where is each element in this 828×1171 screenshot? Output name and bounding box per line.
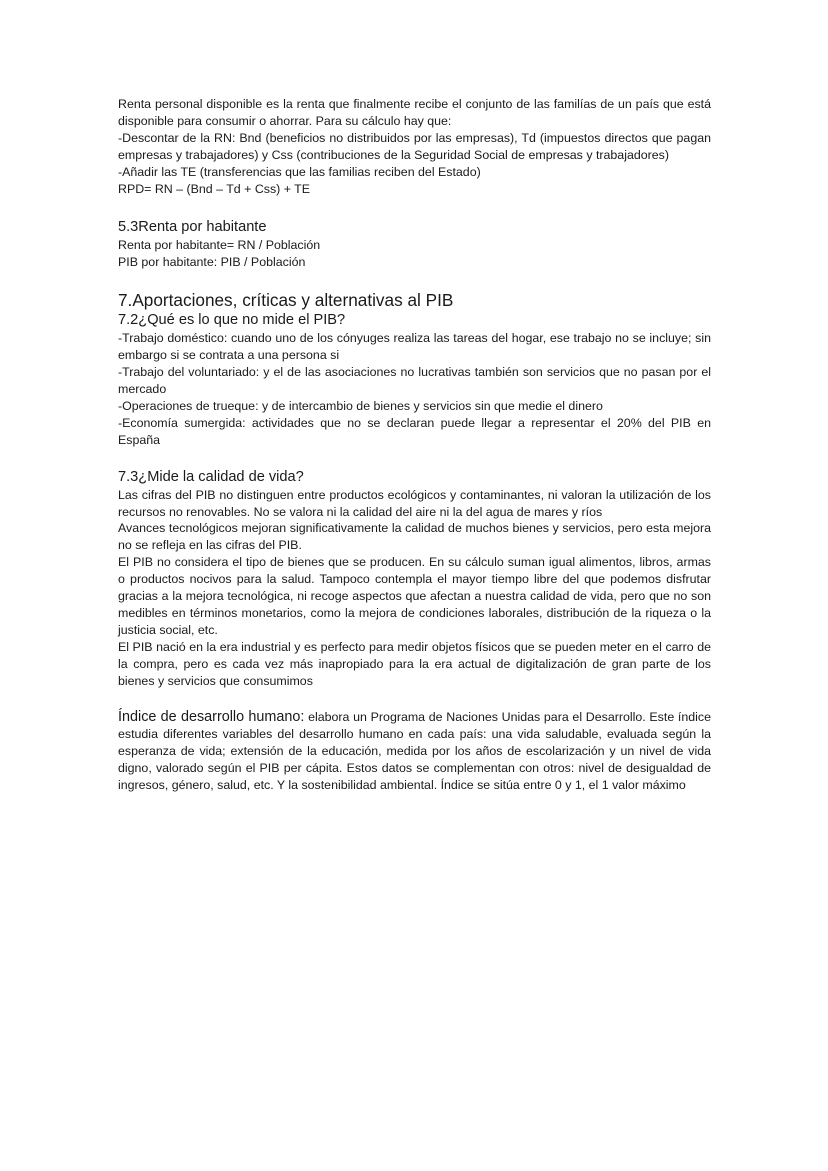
paragraph-trabajo-domestico: -Trabajo doméstico: cuando uno de los cónyuges realiza las tareas del hogar, ese trabajo no se incluye; sin embargo si se contrata a una persona si xyxy=(118,331,711,363)
heading-7: 7.Aportaciones, críticas y alternativas al PIB xyxy=(118,290,454,311)
paragraph-economia-sumergida: -Economía sumergida: actividades que no se declaran puede llegar a representar el 20% del PIB en España xyxy=(118,415,711,447)
paragraph-rpd-definition: Renta personal disponible es la renta que finalmente recibe el conjunto de las familías de un país que está disponible para consumir o ahorrar. Para su cálculo hay que: xyxy=(118,97,711,128)
paragraph-tipo-de-bienes: El PIB no considera el tipo de bienes que se producen. En su cálculo suman igual alimentos, libros, armas o productos nocivos para la salud. Tampoco contempla el mayor tiempo libre del que podemos disfrutar gracias a la mejora tecnológica, ni recoge aspectos que afectan a nuestra calidad de vida, pero que no son medibles en términos monetarios, como la mejora de condiciones laborales, distribución de la riqueza o la justicia social, etc. xyxy=(118,555,711,637)
paragraph-renta-habitante: Renta por habitante= RN / Población xyxy=(118,238,321,253)
section-renta-personal-disponible xyxy=(118,96,711,197)
section-renta-por-habitante xyxy=(118,218,711,271)
paragraph-trueque: -Operaciones de trueque: y de intercambio de bienes y servicios sin que medie el dinero xyxy=(118,398,603,413)
paragraph-rpd-descontar: -Descontar de la RN: Bnd (beneficios no distribuidos por las empresas), Td (impuestos directos que pagan empresas y trabajadores) y Css (contribuciones de la Seguridad Social de empresas y trabajadores) xyxy=(118,130,711,162)
heading-7-2: 7.2¿Qué es lo que no mide el PIB? xyxy=(118,312,346,329)
heading-7-3: 7.3¿Mide la calidad de vida? xyxy=(118,468,304,485)
heading-5-3: 5.3Renta por habitante xyxy=(118,219,267,236)
paragraph-voluntariado: -Trabajo del voluntariado: y el de las asociaciones no lucrativas también son servicios que no pasan por el mercado xyxy=(118,365,711,396)
paragraph-idh xyxy=(118,709,711,794)
paragraph-avances-tecnologicos: Avances tecnológicos mejoran significativamente la calidad de muchos bienes y servicios, pero esta mejora no se refleja en las cifras del PIB. xyxy=(118,521,711,553)
document-page xyxy=(118,96,711,794)
idh-text: elabora un Programa de Naciones Unidas para el Desarrollo. Este índice estudia diferentes variables del desarrollo humano en cada país: una vida saludable, evaluada según la esperanza de vida; extensión de la educación, medida por los años de escolarización y un nivel de vida digno, valorado según el PIB per cápita. Estos datos se complementan con otros: nivel de desigualdad de ingresos, género, salud, etc. Y la sostenibilidad ambiental. Índice se sitúa entre 0 y 1, el 1 valor máximo xyxy=(118,710,711,793)
paragraph-ecologicos: Las cifras del PIB no distinguen entre productos ecológicos y contaminantes, ni valoran la utilización de los recursos no renovables. No se valora ni la calidad del aire ni la del agua de mares y ríos xyxy=(118,487,711,519)
section-calidad-de-vida xyxy=(118,468,711,690)
paragraph-rpd-formula: RPD= RN – (Bnd – Td + Css) + TE xyxy=(118,181,311,196)
paragraph-era-industrial: El PIB nació en la era industrial y es perfecto para medir objetos físicos que se pueden meter en el carro de la compra, pero es cada vez más inapropiado para la era actual de digitalización de gran parte de los bienes y servicios que consumimos xyxy=(118,639,711,688)
section-aportaciones xyxy=(118,289,711,448)
section-indice-desarrollo-humano xyxy=(118,709,711,794)
idh-title: Índice de desarrollo humano: xyxy=(118,709,305,726)
paragraph-rpd-anadir: -Añadir las TE (transferencias que las familias reciben del Estado) xyxy=(118,164,481,179)
paragraph-pib-habitante: PIB por habitante: PIB / Población xyxy=(118,255,306,270)
